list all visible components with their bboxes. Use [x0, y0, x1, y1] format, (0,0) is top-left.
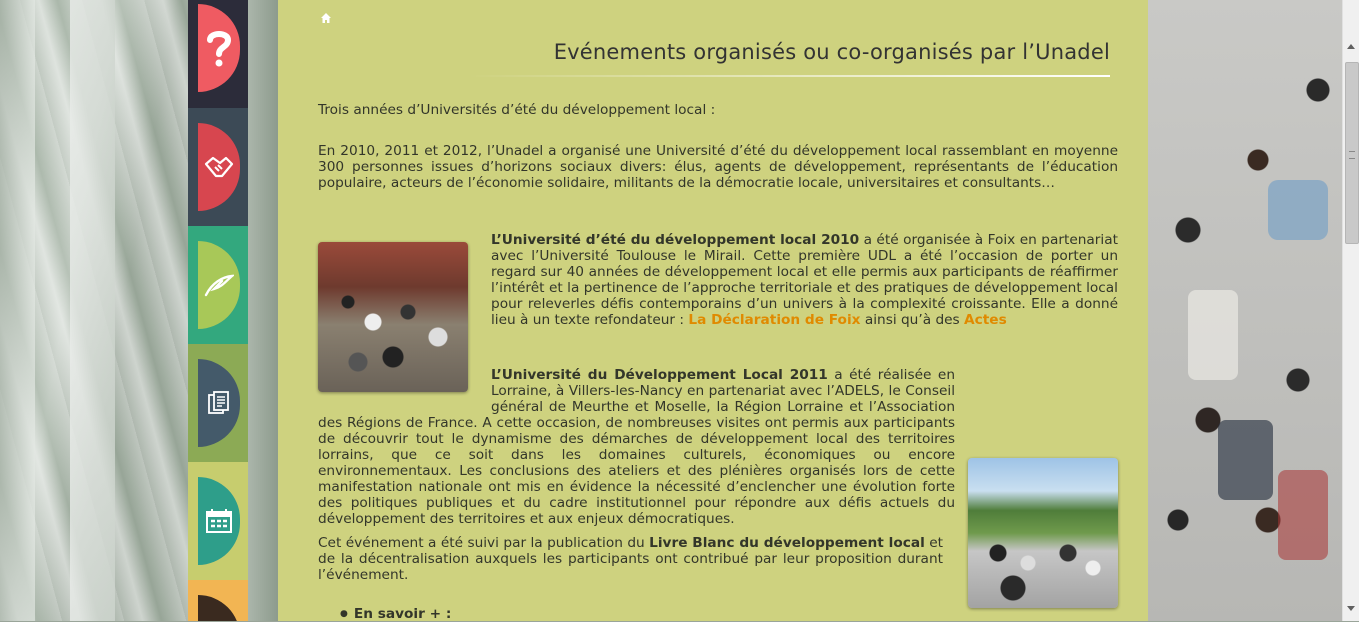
udl-2011-paragraph: [318, 367, 1118, 542]
page-title: Evénements organisés ou co-organisés par l’Unadel: [553, 40, 1110, 64]
livre-blanc-post: et de la décentralisation auxquels les participants ont contribué par leur proposition durant l’événement.: [318, 535, 944, 583]
background-right: [1148, 0, 1342, 621]
actes-link[interactable]: Actes: [964, 312, 1007, 328]
livre-blanc-title: Livre Blanc du développement local: [649, 535, 925, 551]
question-icon: [198, 4, 240, 92]
calendar-icon: [198, 477, 240, 565]
home-icon[interactable]: [320, 12, 332, 24]
nav-tile-more[interactable]: [188, 580, 248, 621]
documents-icon: [198, 359, 240, 447]
udl-2011-text: a été réalisée en Lorraine, à Villers-les-Nancy en partenariat avec l’ADELS, le Conseil général de Meurthe et Moselle, la Région Lorraine et l’Association des Régions de France. A cette occasion, de nombreuses visites ont permis aux participants de découvrir tout le dynamisme des démarches de développement local des territoires lorrains, que ce soit dans les domaines culturels, économiques ou encore environnementaux. Les conclusions des ateliers et des plénières organisés lors de cette manifestation nationale ont mis en évidence la nécessité d’enclencher une évolution forte des politiques publiques et du cadre institutionnel pour répondre aux défis actuels du développement des territoires et aux enjeux démocratiques.: [318, 367, 955, 527]
background-figure: [1268, 180, 1328, 240]
nav-tile-documents[interactable]: [188, 344, 248, 462]
feather-icon: [198, 241, 240, 329]
more-icon: [198, 595, 240, 621]
side-navigation: [188, 0, 248, 621]
background-pillar: [0, 0, 35, 621]
livre-blanc-paragraph: [318, 535, 943, 583]
title-divider: [468, 75, 1110, 77]
nav-tile-help[interactable]: [188, 0, 248, 108]
handshake-icon: [198, 123, 240, 211]
scroll-thumb[interactable]: [1345, 62, 1359, 244]
udl-2010-mid: ainsi qu’à des: [860, 312, 965, 328]
udl-2010-paragraph: [491, 232, 1118, 328]
background-figure: [1188, 290, 1238, 380]
more-info-item: ● En savoir + :: [340, 606, 451, 622]
udl-2011-title: L’Université du Développement Local 2011: [491, 367, 828, 383]
background-left: [0, 0, 188, 621]
nav-tile-publications[interactable]: [188, 226, 248, 344]
udl-2010-text: a été organisée à Foix en partenariat avec l’Université Toulouse le Mirail. Cette première UDL a été l’occasion de porter un regard sur 40 années de développement local et elle permis aux participants de réaffirmer l’intérêt et la pertinence de l’approche territoriale et des pratiques de développement local pour releverles défis contemporains d’un univers à la complexité croissante. Elle a donné lieu à un texte refondateur :: [491, 232, 1118, 328]
background-pillar: [70, 0, 115, 621]
nav-tile-partners[interactable]: [188, 108, 248, 226]
intro-heading: Trois années d’Universités d’été du développement local :: [318, 102, 716, 118]
background-figure: [1218, 420, 1273, 500]
udl-2010-title: L’Université d’été du développement local 2010: [491, 232, 860, 248]
scroll-up-icon[interactable]: [1347, 44, 1355, 49]
nav-tile-agenda[interactable]: [188, 462, 248, 580]
livre-blanc-pre: Cet événement a été suivi par la publication du: [318, 535, 650, 551]
vertical-scrollbar[interactable]: [1342, 0, 1359, 621]
main-content: [278, 0, 1148, 621]
background-figure: [1278, 470, 1328, 560]
intro-paragraph: En 2010, 2011 et 2012, l’Unadel a organisé une Université d’été du développement local rassemblant en moyenne 300 personnes issues d’horizons sociaux divers: élus, agents de développement, représentants de l’éducation populaire, acteurs de l’économie solidaire, militants de la démocratie locale, universitaires et consultants…: [318, 143, 1118, 191]
scroll-down-icon[interactable]: [1347, 606, 1355, 611]
declaration-foix-link[interactable]: La Déclaration de Foix: [688, 312, 861, 328]
